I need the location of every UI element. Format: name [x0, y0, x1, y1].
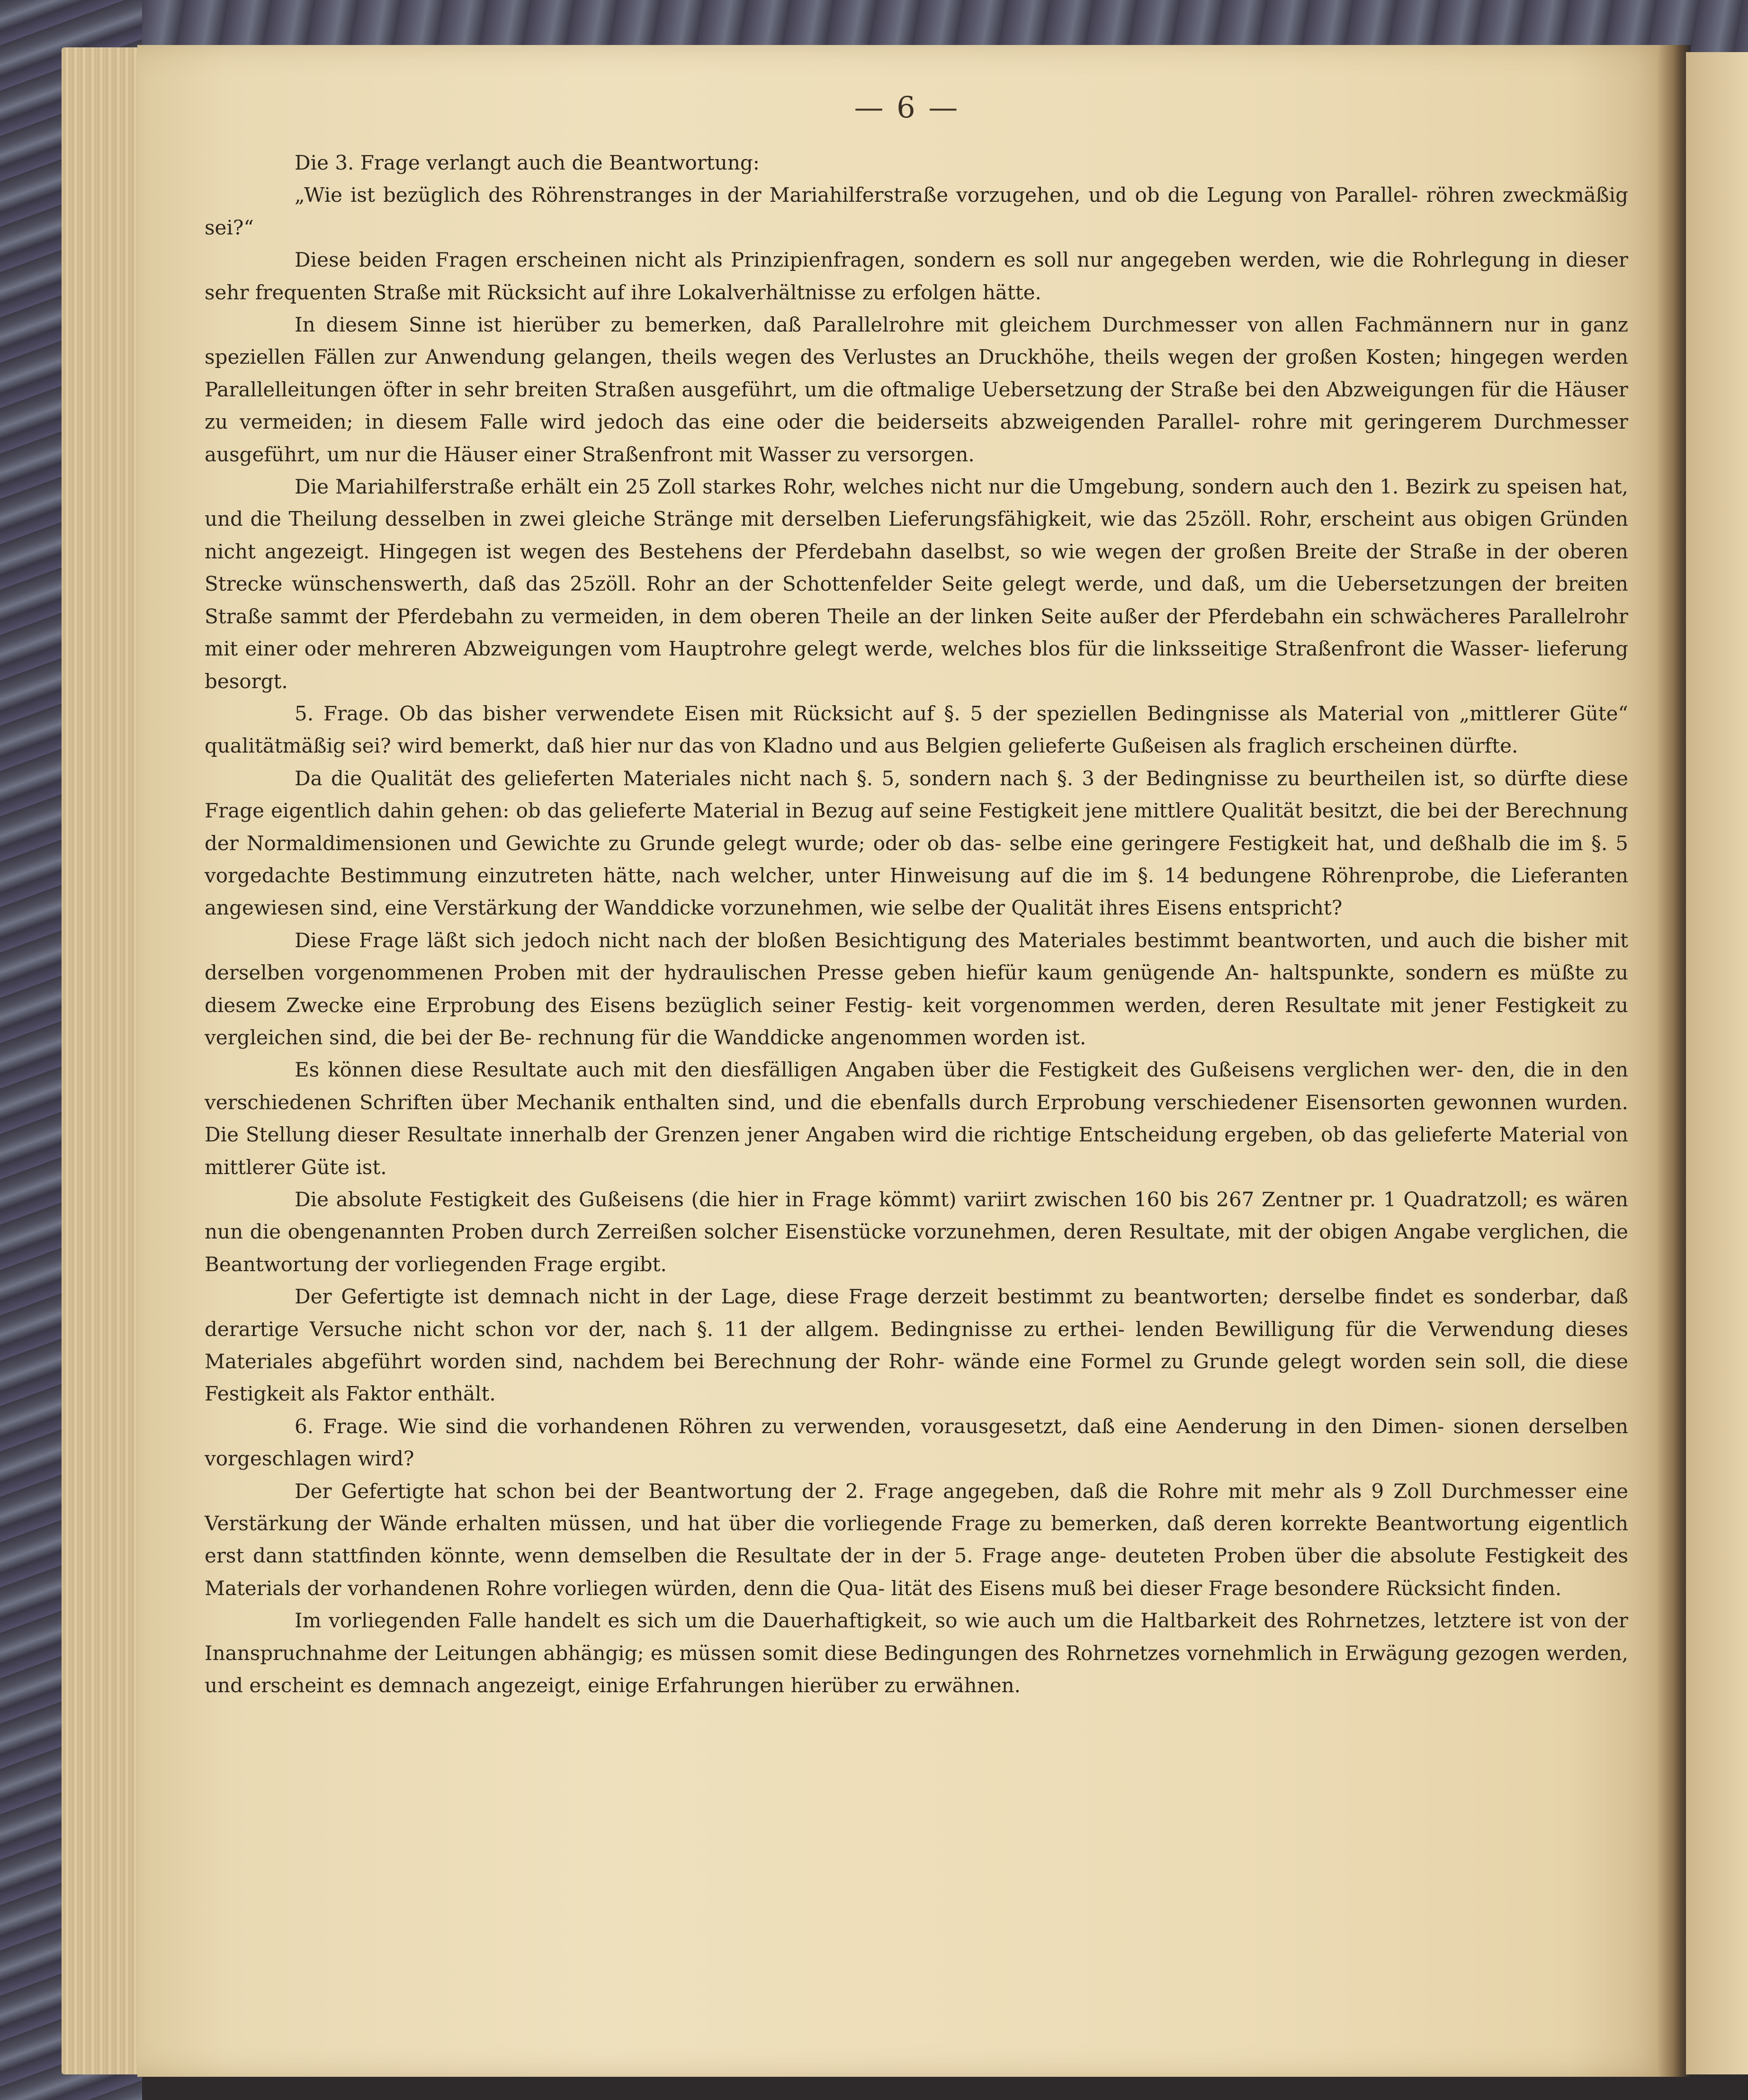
paragraph-question-5: 5. Frage. Ob das bisher verwendete Eisen mit Rücksicht auf §. 5 der speziellen Bedingnisse als Material von „mittlerer Güte“ qualitätmäßig sei? wird bemerkt, daß hier nur das von Kladno und aus Belgien gelieferte Gußeisen als fraglich erscheinen dürfte.	[205, 701, 1628, 758]
facing-page-edge	[1686, 52, 1748, 2074]
paragraph: Die 3. Frage verlangt auch die Beantwortung:	[295, 151, 760, 174]
paragraph: Es können diese Resultate auch mit den diesfälligen Angaben über die Festigkeit des Gußeisens verglichen wer- den, die in den verschiedenen Schriften über Mechanik enthalten sind, und die ebenfalls durch Erprobung verschiedener Eisensorten gewonnen wurden. Die Stellung dieser Resultate innerhalb der Grenzen jener Angaben wird die richtige Entscheidung ergeben, ob das gelieferte Material von mittlerer Güte ist.	[205, 1058, 1628, 1179]
paragraph: Die absolute Festigkeit des Gußeisens (die hier in Frage kömmt) variirt zwischen 160 bis 267 Zentner pr. 1 Quadratzoll; es wären nun die obengenannten Proben durch Zerreißen solcher Eisenstücke vorzunehmen, deren Resultate, mit der obigen Angabe verglichen, die Beantwortung der vorliegenden Frage ergibt.	[205, 1188, 1628, 1276]
paragraph: Der Gefertigte ist demnach nicht in der Lage, diese Frage derzeit bestimmt zu beantworten; derselbe findet es sonderbar, daß derartige Versuche nicht schon vor der, nach §. 11 der allgem. Bedingnisse zu erthei- lenden Bewilligung für die Verwendung dieses Materiales abgeführt worden sind, nachdem bei Berechnung der Rohr- wände eine Formel zu Grunde gelegt worden sein soll, die diese Festigkeit als Faktor enthält.	[205, 1285, 1628, 1406]
paragraph: Diese Frage läßt sich jedoch nicht nach der bloßen Besichtigung des Materiales bestimmt beantworten, und auch die bisher mit derselben vorgenommenen Proben mit der hydraulischen Presse geben hiefür kaum genügende An- haltspunkte, sondern es müßte zu diesem Zwecke eine Erprobung des Eisens bezüglich seiner Festig- keit vorgenommen werden, deren Resultate mit jener Festigkeit zu vergleichen sind, die bei der Be- rechnung für die Wanddicke angenommen worden ist.	[205, 928, 1628, 1049]
quotation: „Wie ist bezüglich des Röhrenstranges in der Mariahilferstraße vorzugehen, und ob die Legung von Parallel- röhren zweckmäßig sei?“	[205, 183, 1628, 239]
paragraph: In diesem Sinne ist hierüber zu bemerken, daß Parallelrohre mit gleichem Durchmesser von allen Fachmännern nur in ganz speziellen Fällen zur Anwendung gelangen, theils wegen des Verlustes an Druckhöhe, theils wegen der großen Kosten; hingegen werden Parallelleitungen öfter in sehr breiten Straßen ausgeführt, um die oftmalige Uebersetzung der Straße bei den Abzweigungen für die Häuser zu vermeiden; in diesem Falle wird jedoch das eine oder die beiderseits abzweigenden Parallel- rohre mit geringerem Durchmesser ausgeführt, um nur die Häuser einer Straßenfront mit Wasser zu versorgen.	[205, 313, 1628, 466]
paragraph: Im vorliegenden Falle handelt es sich um die Dauerhaftigkeit, so wie auch um die Haltbarkeit des Rohrnetzes, letztere ist von der Inanspruchnahme der Leitungen abhängig; es müssen somit diese Bedingungen des Rohrnetzes vornehmlich in Erwägung gezogen werden, und erscheint es demnach angezeigt, einige Erfahrungen hierüber zu erwähnen.	[205, 1609, 1628, 1697]
paragraph: Der Gefertigte hat schon bei der Beantwortung der 2. Frage angegeben, daß die Rohre mit mehr als 9 Zoll Durchmesser eine Verstärkung der Wände erhalten müssen, und hat über die vorliegende Frage zu bemerken, daß deren korrekte Beantwortung eigentlich erst dann stattfinden könnte, wenn demselben die Resultate der in der 5. Frage ange- deuteten Proben über die absolute Festigkeit des Materials der vorhandenen Rohre vorliegen würden, denn die Qua- lität des Eisens muß bei dieser Frage besondere Rücksicht finden.	[205, 1479, 1628, 1600]
paragraph: Diese beiden Fragen erscheinen nicht als Prinzipienfragen, sondern es soll nur angegeben werden, wie die Rohrlegung in dieser sehr frequenten Straße mit Rücksicht auf ihre Lokalverhältnisse zu erfolgen hätte.	[205, 248, 1628, 304]
paragraph: Da die Qualität des gelieferten Materiales nicht nach §. 5, sondern nach §. 3 der Bedingnisse zu beurtheilen ist, so dürfte diese Frage eigentlich dahin gehen: ob das gelieferte Material in Bezug auf seine Festigkeit jene mittlere Qualität besitzt, die bei der Berechnung der Normaldimensionen und Gewichte zu Grunde gelegt wurde; oder ob das- selbe eine geringere Festigkeit hat, und deßhalb die im §. 5 vorgedachte Bestimmung einzutreten hätte, nach welcher, unter Hinweisung auf die im §. 14 bedungene Röhrenprobe, die Lieferanten angewiesen sind, eine Verstärkung der Wanddicke vorzunehmen, wie selbe der Qualität ihres Eisens entspricht?	[205, 766, 1628, 920]
paragraph: Die Mariahilferstraße erhält ein 25 Zoll starkes Rohr, welches nicht nur die Umgebung, sondern auch den 1. Bezirk zu speisen hat, und die Theilung desselben in zwei gleiche Stränge mit derselben Lieferungsfähigkeit, wie das 25zöll. Rohr, erscheint aus obigen Gründen nicht angezeigt. Hingegen ist wegen des Bestehens der Pferdebahn daselbst, so wie wegen der großen Breite der Straße in der oberen Strecke wünschenswerth, daß das 25zöll. Rohr an der Schottenfelder Seite gelegt werde, und daß, um die Uebersetzungen der breiten Straße sammt der Pferdebahn zu vermeiden, in dem oberen Theile an der linken Seite außer der Pferdebahn ein schwächeres Parallelrohr mit einer oder mehreren Abzweigungen vom Hauptrohre gelegt werde, welches blos für die linksseitige Straßenfront die Wasser- lieferung besorgt.	[205, 475, 1628, 693]
paragraph-question-6: 6. Frage. Wie sind die vorhandenen Röhren zu verwenden, vorausgesetzt, daß eine Aenderung in den Dimen- sionen derselben vorgeschlagen wird?	[205, 1414, 1628, 1471]
body-text	[205, 147, 1628, 1702]
page-number: — 6 —	[854, 90, 960, 125]
